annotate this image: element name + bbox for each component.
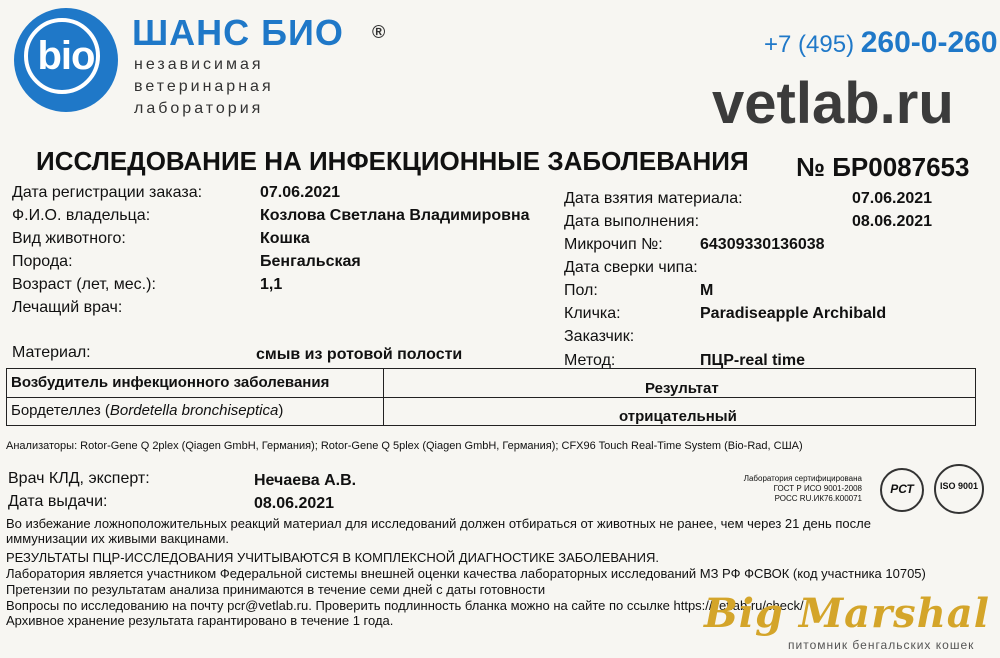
field-value: Кошка — [260, 230, 310, 247]
field-value: М — [700, 282, 714, 299]
certification-block — [712, 474, 862, 504]
issue-date-label: Дата выдачи: — [8, 493, 108, 510]
field-label: Микрочип №: — [564, 236, 663, 253]
expert-label: Врач КЛД, эксперт: — [8, 470, 150, 487]
iso-badge — [934, 464, 984, 514]
field-label: Дата регистрации заказа: — [12, 184, 203, 201]
iso-badge-text: ISO 9001 — [939, 481, 979, 491]
document-number: № БР0087653 — [796, 152, 970, 182]
material-value: смыв из ротовой полости — [256, 346, 463, 363]
field-value: 08.06.2021 — [852, 213, 933, 230]
phone-number: 260-0-260 — [860, 26, 998, 59]
method-label: Метод: — [564, 352, 616, 369]
results-table — [6, 368, 976, 426]
field-label: Вид животного: — [12, 230, 126, 247]
tagline-2: ветеринарная — [134, 78, 274, 95]
phone-code: +7 (495) — [764, 31, 855, 58]
phone — [764, 26, 998, 60]
table-cell-result: отрицательный — [619, 408, 737, 425]
field-label: Дата взятия материала: — [564, 190, 743, 207]
field-label: Лечащий врач: — [12, 299, 123, 316]
field-label: Заказчик: — [564, 328, 635, 345]
pathogen-end: ) — [278, 402, 284, 419]
field-value: 1,1 — [260, 276, 283, 293]
logo-text: bio — [37, 34, 95, 78]
note-line: РЕЗУЛЬТАТЫ ПЦР-ИССЛЕДОВАНИЯ УЧИТЫВАЮТСЯ В КОМПЛЕКСНОЙ ДИАГНОСТИКЕ ЗАБОЛЕВАНИЯ. — [6, 550, 659, 565]
pct-badge-text: РСТ — [890, 482, 914, 496]
table-header-pathogen: Возбудитель инфекционного заболевания — [11, 374, 330, 391]
brand-name: ШАНС БИО — [132, 12, 344, 53]
pathogen-latin: Bordetella bronchiseptica — [109, 402, 279, 419]
field-label: Порода: — [12, 253, 73, 270]
note-line: Лаборатория является участником Федеральной системы внешней оценки качества лабораторных исследований МЗ РФ ФСВОК (код участника 10705) — [6, 566, 926, 581]
field-value: Козлова Светлана Владимировна — [260, 207, 530, 224]
field-value: 64309330136038 — [700, 236, 825, 253]
field-label: Дата выполнения: — [564, 213, 700, 230]
note-line: иммунизации их живыми вакцинами. — [6, 531, 229, 546]
tagline-1: независимая — [134, 56, 264, 73]
note-line: Во избежание ложноположительных реакций материал для исследований должен отбираться от животных не ранее, чем через 21 день после — [6, 516, 871, 531]
field-label: Пол: — [564, 282, 598, 299]
note-line: Архивное хранение результата гарантировано в течение 1 года. — [6, 613, 394, 628]
table-header-result: Результат — [645, 380, 719, 397]
analyzers-note: Анализаторы: Rotor-Gene Q 2plex (Qiagen GmbH, Германия); Rotor-Gene Q 5plex (Qiagen GmbH, Германия); CFX96 Touch Real-Time System (Bio-Rad, США) — [6, 440, 803, 452]
field-label: Кличка: — [564, 305, 621, 322]
field-label: Ф.И.О. владельца: — [12, 207, 151, 224]
watermark-title: Big Marshal — [704, 590, 990, 637]
method-value: ПЦР-real time — [700, 352, 805, 369]
note-line: Вопросы по исследованию на почту pcr@vetlab.ru. Проверить подлинность бланка можно на сайте по ссылке https://vetlab.ru/check/ — [6, 598, 804, 613]
registered-mark: ® — [372, 22, 386, 42]
bio-logo — [14, 8, 118, 112]
expert-value: Нечаева А.В. — [254, 472, 357, 489]
field-value: Paradiseapple Archibald — [700, 305, 887, 322]
field-label: Дата сверки чипа: — [564, 259, 698, 276]
tagline-3: лаборатория — [134, 100, 264, 117]
document-title: ИССЛЕДОВАНИЕ НА ИНФЕКЦИОННЫЕ ЗАБОЛЕВАНИЯ — [36, 146, 749, 176]
watermark-subtitle: питомник бенгальских кошек — [788, 638, 975, 652]
field-value: 07.06.2021 — [852, 190, 933, 207]
table-divider — [7, 397, 975, 398]
site-url: vetlab.ru — [712, 71, 954, 136]
cert-line: ГОСТ Р ИСО 9001-2008 — [773, 484, 862, 493]
note-line: Претензии по результатам анализа принимаются в течение семи дней с даты готовности — [6, 582, 546, 597]
field-value: Бенгальская — [260, 253, 361, 270]
cert-line: Лаборатория сертифицирована — [743, 474, 862, 483]
field-label: Возраст (лет, мес.): — [12, 276, 156, 293]
issue-date-value: 08.06.2021 — [254, 495, 335, 512]
field-value: 07.06.2021 — [260, 184, 341, 201]
table-cell-pathogen — [11, 402, 283, 419]
cert-line: РОСС RU.ИК76.К00071 — [774, 494, 862, 503]
pct-badge — [880, 468, 924, 512]
pathogen-name: Бордетеллез ( — [11, 402, 110, 419]
material-label: Материал: — [12, 344, 91, 361]
